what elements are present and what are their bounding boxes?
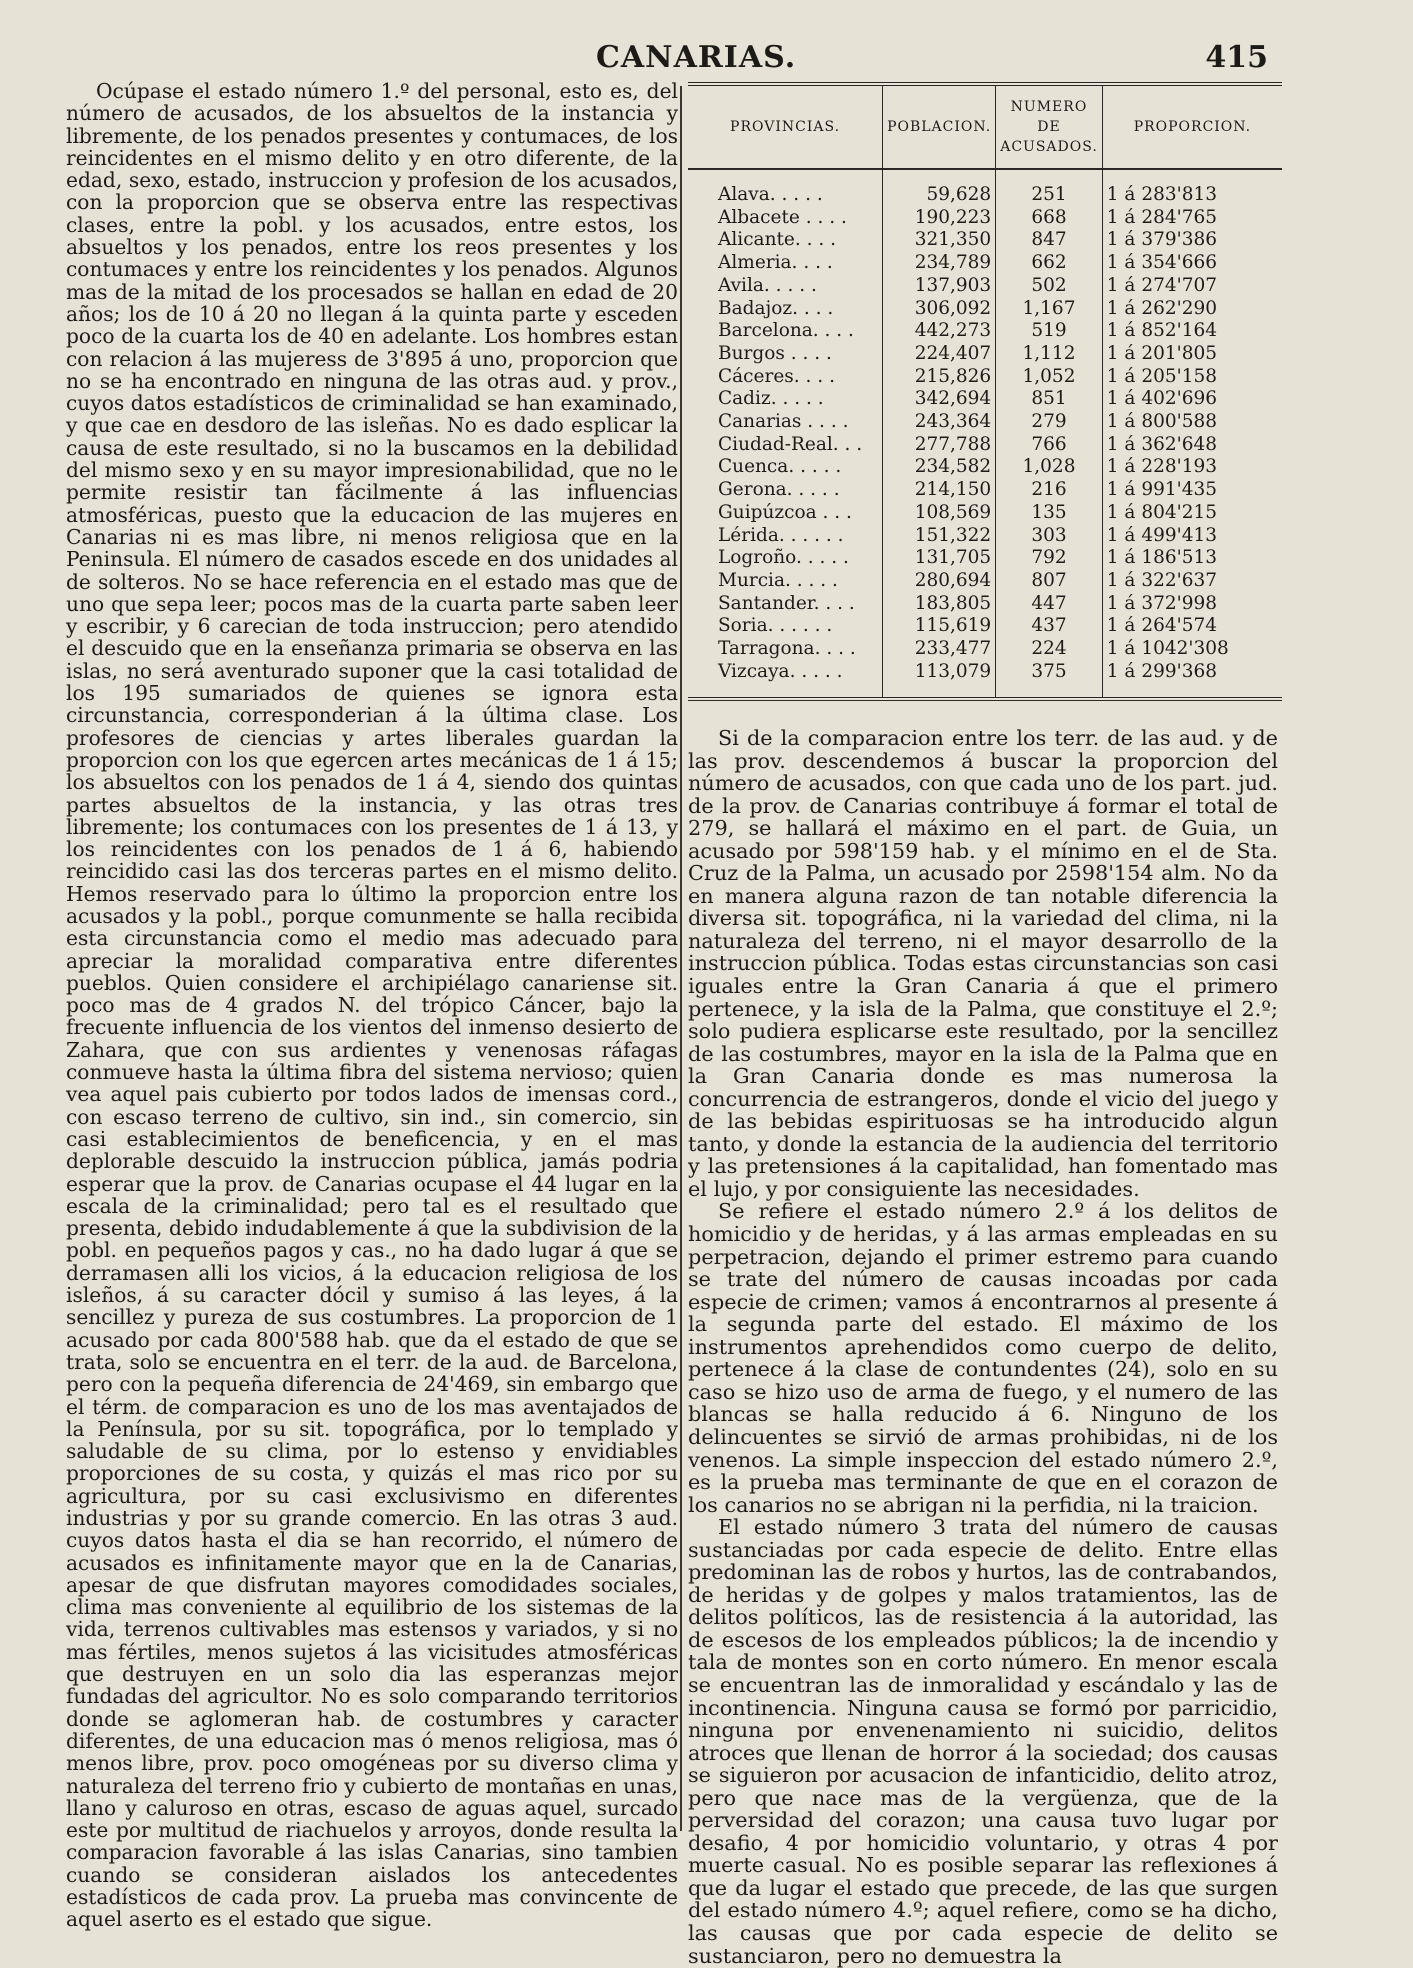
acusados-cell: 519 <box>996 320 1103 343</box>
acusados-cell: 303 <box>996 525 1103 548</box>
header-poblacion: POBLACION. <box>883 84 996 169</box>
poblacion-cell: 131,705 <box>883 547 996 570</box>
page-header <box>0 38 1413 78</box>
statistics-table-container <box>688 82 1282 722</box>
proporcion-cell: 1 á 322'637 <box>1102 570 1282 593</box>
poblacion-cell: 115,619 <box>883 615 996 638</box>
table-row <box>688 320 1282 343</box>
acusados-cell: 668 <box>996 207 1103 230</box>
provincia-cell: Ciudad-Real. . . <box>718 433 863 455</box>
acusados-cell: 224 <box>996 638 1103 661</box>
table-row <box>688 275 1282 298</box>
proporcion-cell: 1 á 354'666 <box>1102 252 1282 275</box>
provincia-cell: Alava. . . . . <box>718 184 823 205</box>
provincia-cell: Murcia. . . . . <box>718 569 838 591</box>
table-row <box>688 207 1282 230</box>
acusados-cell: 279 <box>996 411 1103 434</box>
provincia-cell: Burgos . . . . <box>718 342 832 364</box>
provincia-cell: Albacete . . . . <box>718 206 847 228</box>
provincia-cell: Cadiz. . . . . <box>718 388 824 410</box>
poblacion-cell: 108,569 <box>883 502 996 525</box>
poblacion-cell: 342,694 <box>883 388 996 411</box>
proporcion-cell: 1 á 499'413 <box>1102 525 1282 548</box>
acusados-cell: 766 <box>996 434 1103 457</box>
acusados-cell: 792 <box>996 547 1103 570</box>
right-paragraph-3: El estado número 3 trata del número de causas sustanciadas por cada especie de delito. Entre ellas predominan las de robos y hurtos, las de contrabandos, de heridas y de golpes y malos tratamientos, las de delitos políticos, las de resistencia á la autoridad, las de escesos de los empleados públicos; la de incendio y tala de montes son en corto número. En menor escala se encuentran las de inmoralidad y escándalo y las de incontinencia. Ninguna causa se formó por parricidio, ninguna por envenenamiento ni suicidio, delitos atroces que llenan de horror á la sociedad; dos causas se siguieron por acusacion de infanticidio, delito atroz, pero que nace mas de la vergüenza, que de la perversidad del corazon; una causa tuvo lugar por desafio, 4 por homicidio voluntario, y otras 4 por muerte casual. No es posible separar las reflexiones á que da lugar el estado que precede, de las que surgen del estado número 4.º; aquel refiere, como se ha dicho, las causas que por cada especie de delito se sustanciaron, pero no demuestra la <box>688 1515 1278 1968</box>
table-row <box>688 502 1282 525</box>
provincia-cell: Cuenca. . . . . <box>718 456 842 478</box>
provincia-cell: Almeria. . . . <box>718 252 833 274</box>
acusados-cell: 807 <box>996 570 1103 593</box>
column-divider <box>680 86 682 1831</box>
proporcion-cell: 1 á 852'164 <box>1102 320 1282 343</box>
proporcion-cell: 1 á 800'588 <box>1102 411 1282 434</box>
acusados-cell: 135 <box>996 502 1103 525</box>
poblacion-cell: 306,092 <box>883 298 996 321</box>
poblacion-cell: 137,903 <box>883 275 996 298</box>
acusados-cell: 847 <box>996 229 1103 252</box>
table-row <box>688 411 1282 434</box>
proporcion-cell: 1 á 372'998 <box>1102 593 1282 616</box>
left-paragraph-1: Ocúpase el estado número 1.º del personal, esto es, del número de acusados, de los absueltos de la instancia y libremente, de los penados presentes y contumaces, de los reincidentes en el mismo delito y en otro diferente, de la edad, sexo, estado, instruccion y profesion de los acusados, con la proporcion que se observa entre las respectivas clases, entre la pobl. y los acusados, entre estos, los absueltos y los penados, entre los reos presentes y los contumaces y entre los reincidentes y los penados. Algunos mas de la mitad de los procesados se hallan en edad de 20 años; los de 10 á 20 no llegan á la quinta parte y esceden poco de la cuarta los de 40 en adelante. Los hombres estan con relacion á las mujeress de 3'895 á uno, proporcion que no se ha encontrado en ninguna de las otras aud. y prov., cuyos datos estadísticos de criminalidad se han examinado, y que cae en desdoro de las isleñas. No es dado esplicar la causa de este resultado, si no la buscamos en la debilidad del mismo sexo y en su mayor impresionabilidad, que no le permite resistir tan fácilmente á las influencias atmosféricas, puesto que la educacion de las mujeres en Canarias ni es mas libre, ni menos religiosa que en la Peninsula. El número de casados escede en dos unidades al de solteros. No se hace referencia en el estado mas que de uno que sepa leer; pocos mas de la cuarta parte saben leer y escribir, y 6 carecian de toda instruccion; pero atendido el descuido que en la enseñanza primaria se observa en las islas, no será aventurado suponer que la casi totalidad de los 195 sumariados de quienes se ignora esta circunstancia, corresponderian á la última clase. Los profesores de ciencias y artes liberales guardan la proporcion con los que egercen artes mecánicas de 1 á 15; los absueltos con los penados de 1 á 4, siendo dos quintas partes absueltos de la instancia, y las otras tres libremente; los contumaces con los presentes de 1 á 13, y los reincidentes con los penados de 1 á 6, habiendo reincidido casi las dos terceras partes en el mismo delito. Hemos reservado para lo último la proporcion entre los acusados y la pobl., porque comunmente se halla recibida esta circunstancia como el medio mas adecuado para apreciar la moralidad comparativa entre diferentes pueblos. Quien considere el archipiélago canariense sit. poco mas de 4 grados N. del trópico Cáncer, bajo la frecuente influencia de los vientos del inmenso desierto de Zahara, que con sus ardientes y venenosas ráfagas conmueve hasta la última fibra del sistema nervioso; quien vea aquel pais cubierto por todos lados de imensas cord., con escaso terreno de cultivo, sin ind., sin comercio, sin casi establecimientos de beneficencia, y en el mas deplorable descuido la instruccion pública, jamás podria esperar que la prov. de Canarias ocupase el 44 lugar en la escala de la criminalidad; pero tal es el resultado que presenta, debido indudablemente á que la subdivision de la pobl. en pequeños pagos y cas., no ha dado lugar á que se derramasen alli los vicios, á la educacion religiosa de los isleños, á su caracter dócil y sumiso á las leyes, á la sencillez y pureza de sus costumbres. La proporcion de 1 acusado por cada 800'588 hab. que da el estado de que se trata, solo se encuentra en el terr. de la aud. de Barcelona, pero con la pequeña diferencia de 24'469, sin embargo que el térm. de comparacion es uno de los mas aventajados de la Península, por su sit. topográfica, por lo templado y saludable de su clima, por lo estenso y envidiables proporciones de su costa, y quizás el mas rico por su agricultura, por su casi exclusivismo en diferentes industrias y por su grande comercio. En las otras 3 aud. cuyos datos hasta el dia se han recorrido, el número de acusados es infinitamente mayor que en la de Canarias, apesar de que disfrutan mayores comodidades sociales, clima mas conveniente al equilibrio de los sistemas de la vida, terrenos cultivables mas estensos y variados, y si no mas fértiles, menos sujetos á las vicisitudes atmosféricas que destruyen en un solo dia las esperanzas mejor fundadas del agricultor. No es solo comparando territorios donde se aglomeran hab. de costumbres y caracter diferentes, de una educacion mas ó menos religiosa, mas ó menos libre, prov. poco omogéneas por su diverso clima y naturaleza del terreno frio y cubierto de montañas en unas, llano y caluroso en otras, escaso de aguas aquel, surcado este por multitud de riachuelos y arroyos, donde resulta la comparacion favorable á las islas Canarias, sino tambien cuando se consideran aislados los antecedentes estadísticos de cada prov. La prueba mas convincente de aquel aserto es el estado que sigue. <box>66 79 678 1932</box>
provincia-cell: Avila. . . . . <box>718 274 817 296</box>
provincia-cell: Alicante. . . . <box>718 229 837 251</box>
table-row <box>688 366 1282 389</box>
acusados-cell: 216 <box>996 479 1103 502</box>
poblacion-cell: 321,350 <box>883 229 996 252</box>
table-header-row <box>688 84 1282 169</box>
right-paragraph-2: Se refiere el estado número 2.º á los delitos de homicidio y de heridas, y á las armas empleadas en su perpetracion, dejando el primer estremo para cuando se trate del número de causas incoadas por cada especie de crimen; vamos á encontrarnos al presente á la segunda parte del estado. El máximo de los instrumentos aprehendidos como cuerpo de delito, pertenece á la clase de contundentes (24), solo en su caso se hizo uso de arma de fuego, y el numero de las blancas se halla reducido á 6. Ninguno de los delincuentes se sirvió de armas prohibidas, ni de los venenos. La simple inspeccion del estado número 2.º, es la prueba mas terminante de que en el corazon de los canarios no se abrigan ni la perfidia, ni la traicion. <box>688 1199 1278 1517</box>
poblacion-cell: 234,789 <box>883 252 996 275</box>
proporcion-cell: 1 á 379'386 <box>1102 229 1282 252</box>
right-column <box>688 727 1278 1967</box>
proporcion-cell: 1 á 201'805 <box>1102 343 1282 366</box>
proporcion-cell: 1 á 262'290 <box>1102 298 1282 321</box>
table-row <box>688 252 1282 275</box>
table-row <box>688 169 1282 207</box>
acusados-cell: 447 <box>996 593 1103 616</box>
acusados-cell: 1,112 <box>996 343 1103 366</box>
page-number: 415 <box>1205 40 1268 75</box>
proporcion-cell: 1 á 274'707 <box>1102 275 1282 298</box>
table-row <box>688 615 1282 638</box>
acusados-cell: 662 <box>996 252 1103 275</box>
provincia-cell: Logroño. . . . . <box>718 547 849 569</box>
proporcion-cell: 1 á 205'158 <box>1102 366 1282 389</box>
proporcion-cell: 1 á 991'435 <box>1102 479 1282 502</box>
proporcion-cell: 1 á 299'368 <box>1102 661 1282 700</box>
proporcion-cell: 1 á 186'513 <box>1102 547 1282 570</box>
right-paragraph-1: Si de la comparacion entre los terr. de las aud. y de las prov. descendemos á buscar la proporcion del número de acusados, con que cada uno de los part. jud. de la prov. de Canarias contribuye á formar el total de 279, se hallará el máximo en el part. de Guia, un acusado por 598'159 hab. y el mínimo en el de Sta. Cruz de la Palma, un acusado por 2598'154 alm. No da en manera alguna razon de tan notable diferencia la diversa sit. topográfica, ni la variedad del clima, ni la naturaleza del terreno, ni el mayor desarrollo de la instruccion pública. Todas estas circunstancias son casi iguales entre la Gran Canaria á que el primero pertenece, y la isla de la Palma, que constituye el 2.º; solo pudiera esplicarse este resultado, por la sencillez de las costumbres, mayor en la isla de la Palma que en la Gran Canaria donde es mas numerosa la concurrencia de estrangeros, donde el vicio del juego y de las bebidas espirituosas se ha introducido algun tanto, y donde la estancia de la audiencia del territorio y las pretensiones á la capitalidad, han fomentado mas el lujo, y por consiguiente las necesidades. <box>688 726 1278 1201</box>
poblacion-cell: 234,582 <box>883 456 996 479</box>
acusados-cell: 251 <box>996 169 1103 207</box>
provincia-cell: Soria. . . . . . <box>718 615 833 637</box>
provincia-cell: Guipúzcoa . . . <box>718 501 852 523</box>
table-row <box>688 388 1282 411</box>
proporcion-cell: 1 á 264'574 <box>1102 615 1282 638</box>
poblacion-cell: 224,407 <box>883 343 996 366</box>
proporcion-cell: 1 á 1042'308 <box>1102 638 1282 661</box>
provincia-cell: Canarias . . . . <box>718 411 849 433</box>
provincia-cell: Barcelona. . . . <box>718 320 854 342</box>
table-row <box>688 570 1282 593</box>
poblacion-cell: 215,826 <box>883 366 996 389</box>
header-acusados: NUMERO DE ACUSADOS. <box>996 84 1103 169</box>
table-row <box>688 593 1282 616</box>
table-row <box>688 638 1282 661</box>
header-provincias: PROVINCIAS. <box>688 84 883 169</box>
poblacion-cell: 214,150 <box>883 479 996 502</box>
acusados-cell: 375 <box>996 661 1103 700</box>
poblacion-cell: 442,273 <box>883 320 996 343</box>
poblacion-cell: 113,079 <box>883 661 996 700</box>
poblacion-cell: 183,805 <box>883 593 996 616</box>
acusados-cell: 437 <box>996 615 1103 638</box>
provincia-cell: Badajoz. . . . <box>718 297 834 319</box>
statistics-table <box>688 82 1282 701</box>
provincia-cell: Santander. . . . <box>718 592 855 614</box>
poblacion-cell: 277,788 <box>883 434 996 457</box>
proporcion-cell: 1 á 284'765 <box>1102 207 1282 230</box>
provincia-cell: Cáceres. . . . <box>718 365 835 387</box>
table-body <box>688 169 1282 699</box>
table-row <box>688 547 1282 570</box>
acusados-cell: 1,052 <box>996 366 1103 389</box>
proporcion-cell: 1 á 228'193 <box>1102 456 1282 479</box>
acusados-cell: 851 <box>996 388 1103 411</box>
poblacion-cell: 151,322 <box>883 525 996 548</box>
proporcion-cell: 1 á 402'696 <box>1102 388 1282 411</box>
provincia-cell: Vizcaya. . . . . <box>718 660 843 682</box>
poblacion-cell: 233,477 <box>883 638 996 661</box>
provincia-cell: Gerona. . . . . <box>718 479 840 501</box>
provincia-cell: Tarragona. . . . <box>718 638 856 660</box>
acusados-cell: 1,028 <box>996 456 1103 479</box>
poblacion-cell: 59,628 <box>883 169 996 207</box>
poblacion-cell: 190,223 <box>883 207 996 230</box>
table-row <box>688 456 1282 479</box>
proporcion-cell: 1 á 283'813 <box>1102 169 1282 207</box>
left-column <box>66 80 678 1931</box>
table-row <box>688 434 1282 457</box>
header-proporcion: PROPORCION. <box>1102 84 1282 169</box>
table-row <box>688 661 1282 700</box>
provincia-cell: Lérida. . . . . . <box>718 524 844 546</box>
running-title: CANARIAS. <box>596 40 797 75</box>
poblacion-cell: 280,694 <box>883 570 996 593</box>
table-row <box>688 525 1282 548</box>
table-row <box>688 343 1282 366</box>
proporcion-cell: 1 á 362'648 <box>1102 434 1282 457</box>
table-row <box>688 298 1282 321</box>
table-row <box>688 479 1282 502</box>
poblacion-cell: 243,364 <box>883 411 996 434</box>
acusados-cell: 502 <box>996 275 1103 298</box>
proporcion-cell: 1 á 804'215 <box>1102 502 1282 525</box>
table-row <box>688 229 1282 252</box>
acusados-cell: 1,167 <box>996 298 1103 321</box>
